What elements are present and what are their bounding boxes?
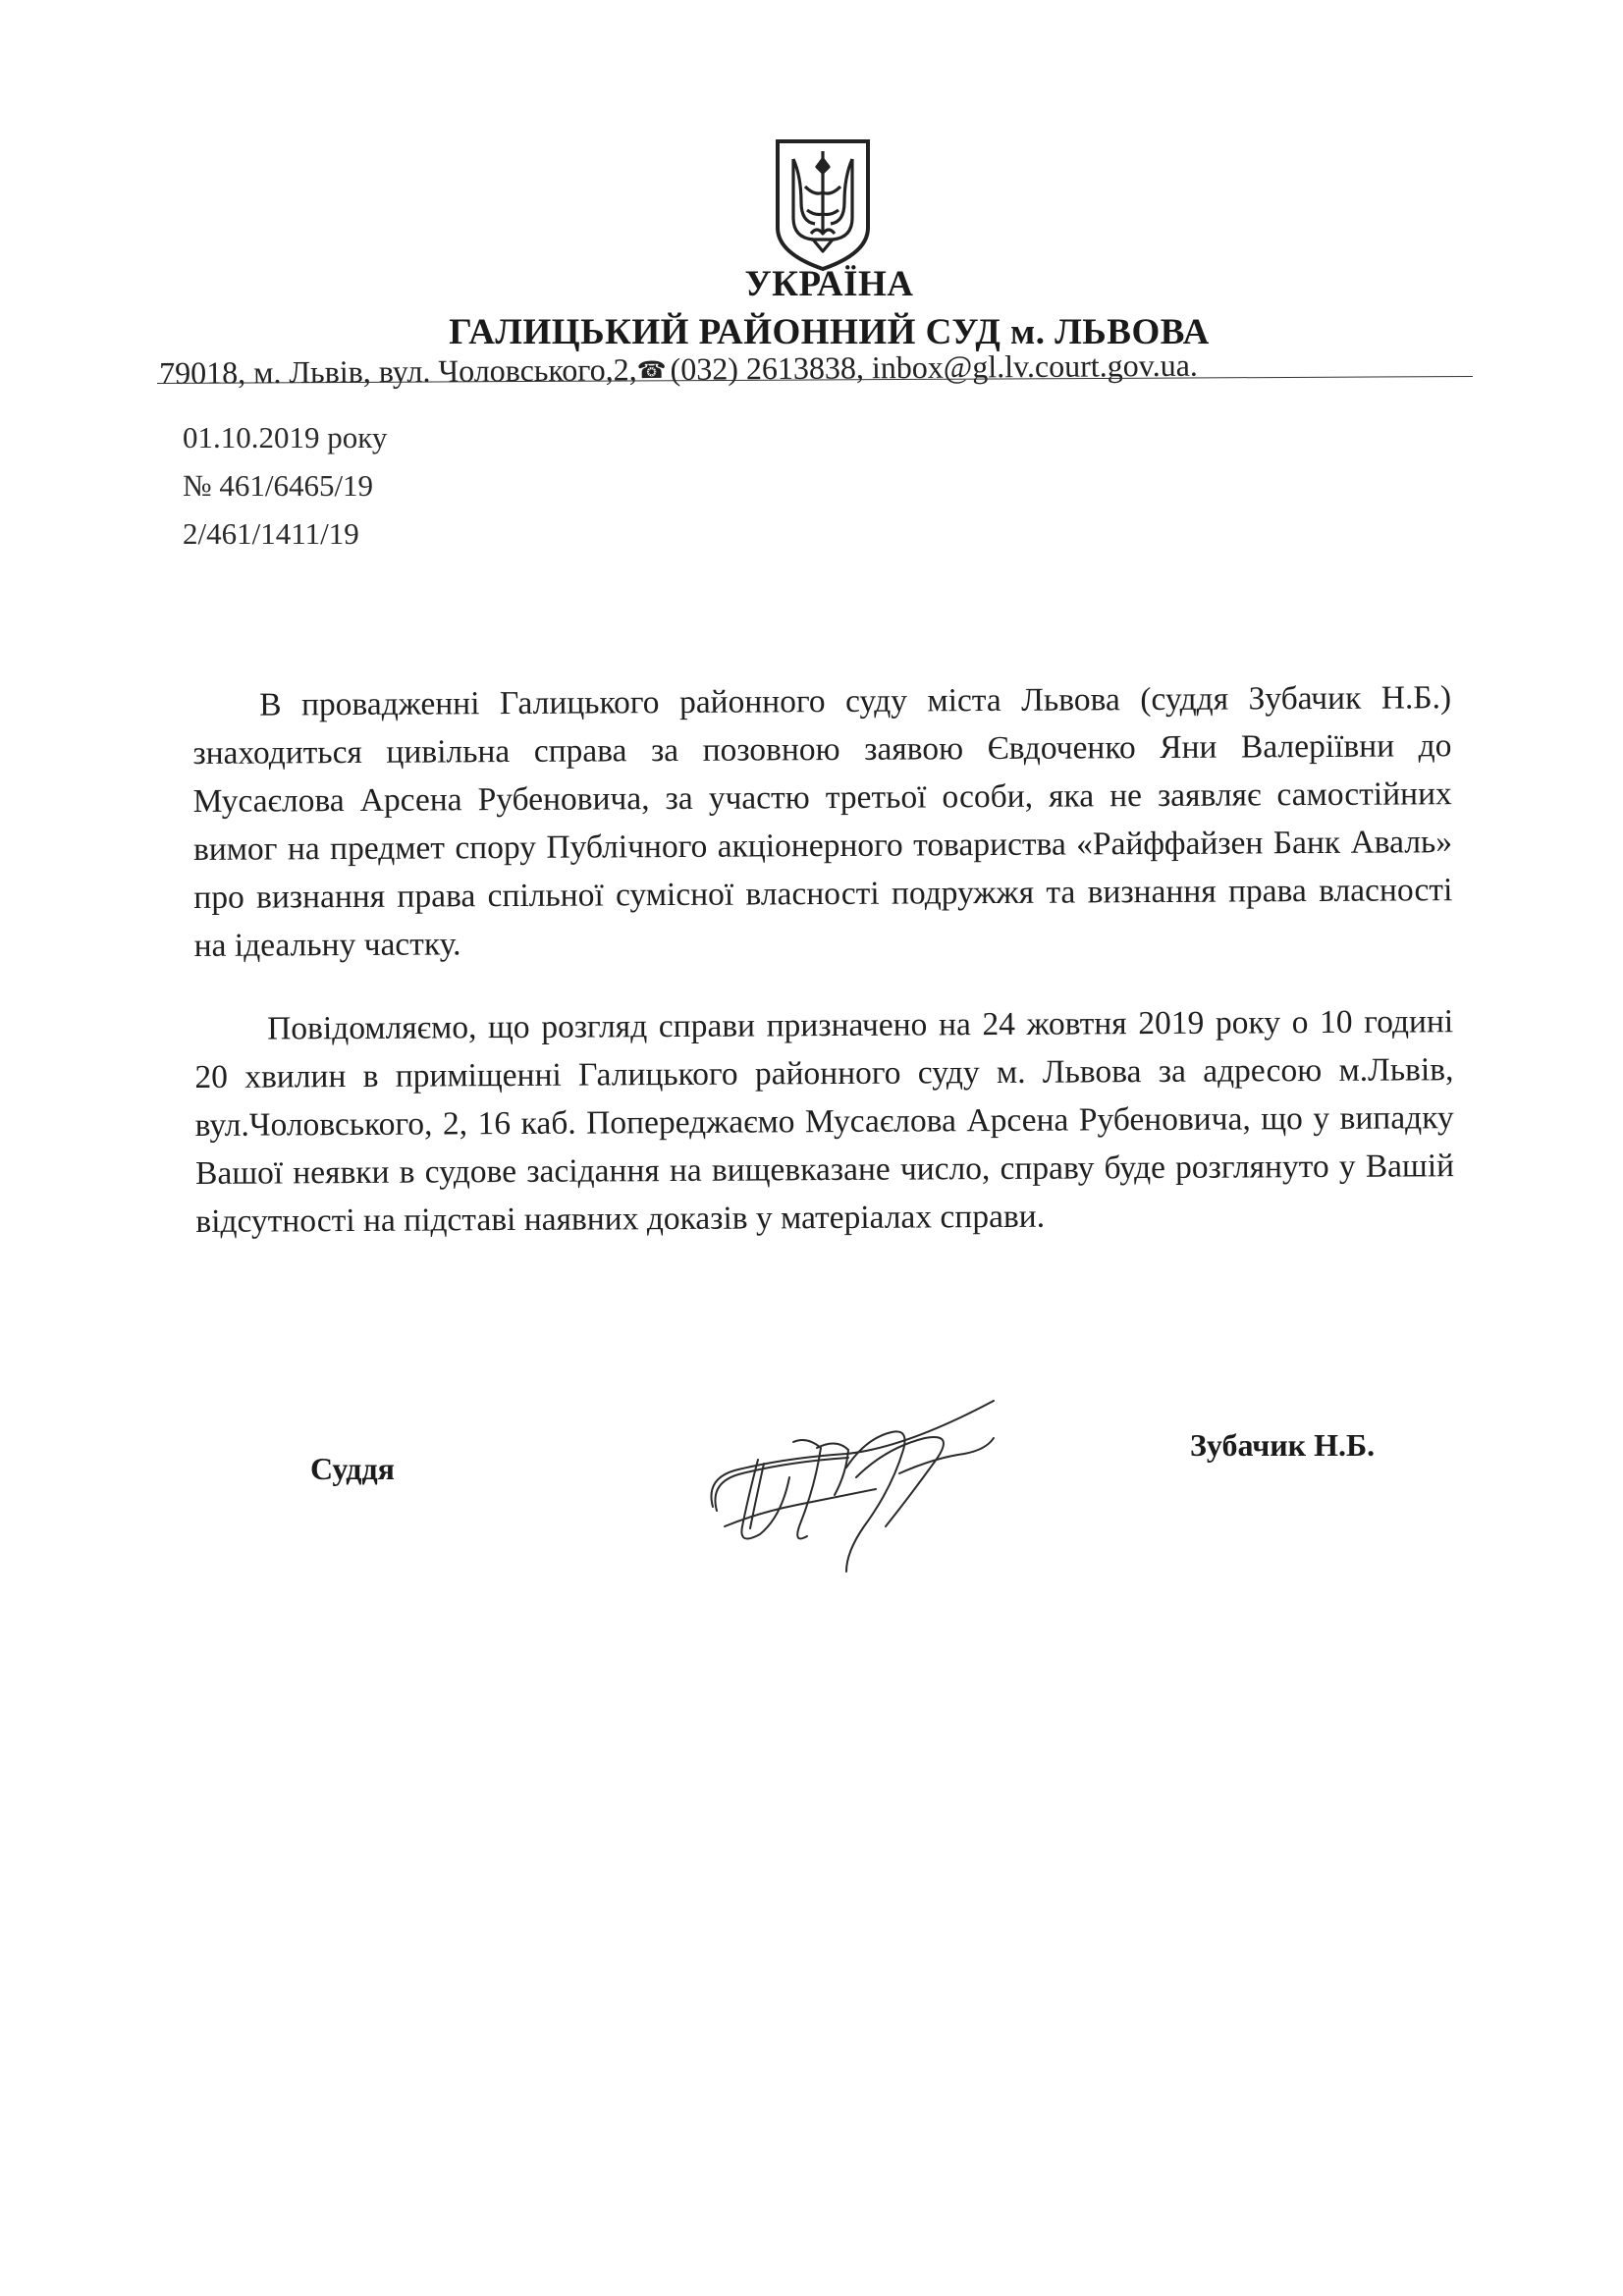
hearing-notice-paragraph: Повідомляємо, що розгляд справи призначено на 24 жовтня 2019 року о 10 годині 20 хвилин в приміщенні Галицького районного суду м. Львова за адресою м.Львів, вул.Чоловського, 2, 16 каб. Попереджаємо Мусаєлова Арсена Рубеновича, що у випадку Вашої неявки в судове засідання на вищевказане число, справу буде розглянуто у Вашій відсутності на підставі наявних доказів у матеріалах справи.	[194, 1002, 1455, 1240]
case-number: № 461/6465/19	[183, 468, 374, 503]
coat-of-arms-icon	[772, 137, 874, 273]
letter-date: 01.10.2019 року	[183, 420, 388, 454]
telephone-icon: ☎	[636, 357, 667, 385]
court-email: , inbox@gl.lv.court.gov.ua.	[855, 347, 1198, 386]
handwritten-signature	[699, 1379, 1033, 1575]
proceeding-number: 2/461/1411/19	[183, 516, 359, 551]
signatory-role: Суддя	[310, 1451, 395, 1486]
court-name-heading: ГАЛИЦЬКИЙ РАЙОННИЙ СУД м. ЛЬВОВА	[449, 312, 1210, 352]
court-address: 79018, м. Львів, вул. Чоловського,2,	[159, 351, 637, 391]
court-phone: (032) 2613838	[670, 349, 857, 387]
signatory-name: Зубачик Н.Б.	[1190, 1427, 1376, 1463]
case-description-paragraph: В провадженні Галицького районного суду міста Львова (суддя Зубачик Н.Б.) знаходиться цивільна справа за позовною заявою Євдоченко Яни Валеріївни до Мусаєлова Арсена Рубеновича, за участю третьої особи, яка не заявляє самостійних вимог на предмет спору Публічного акціонерного товариства «Райффайзен Банк Аваль» про визнання права спільної сумісної власності подружжя та визнання права власності на ідеальну частку.	[192, 678, 1453, 964]
court-contact-line	[159, 347, 1198, 392]
country-heading: УКРАЇНА	[744, 264, 914, 304]
